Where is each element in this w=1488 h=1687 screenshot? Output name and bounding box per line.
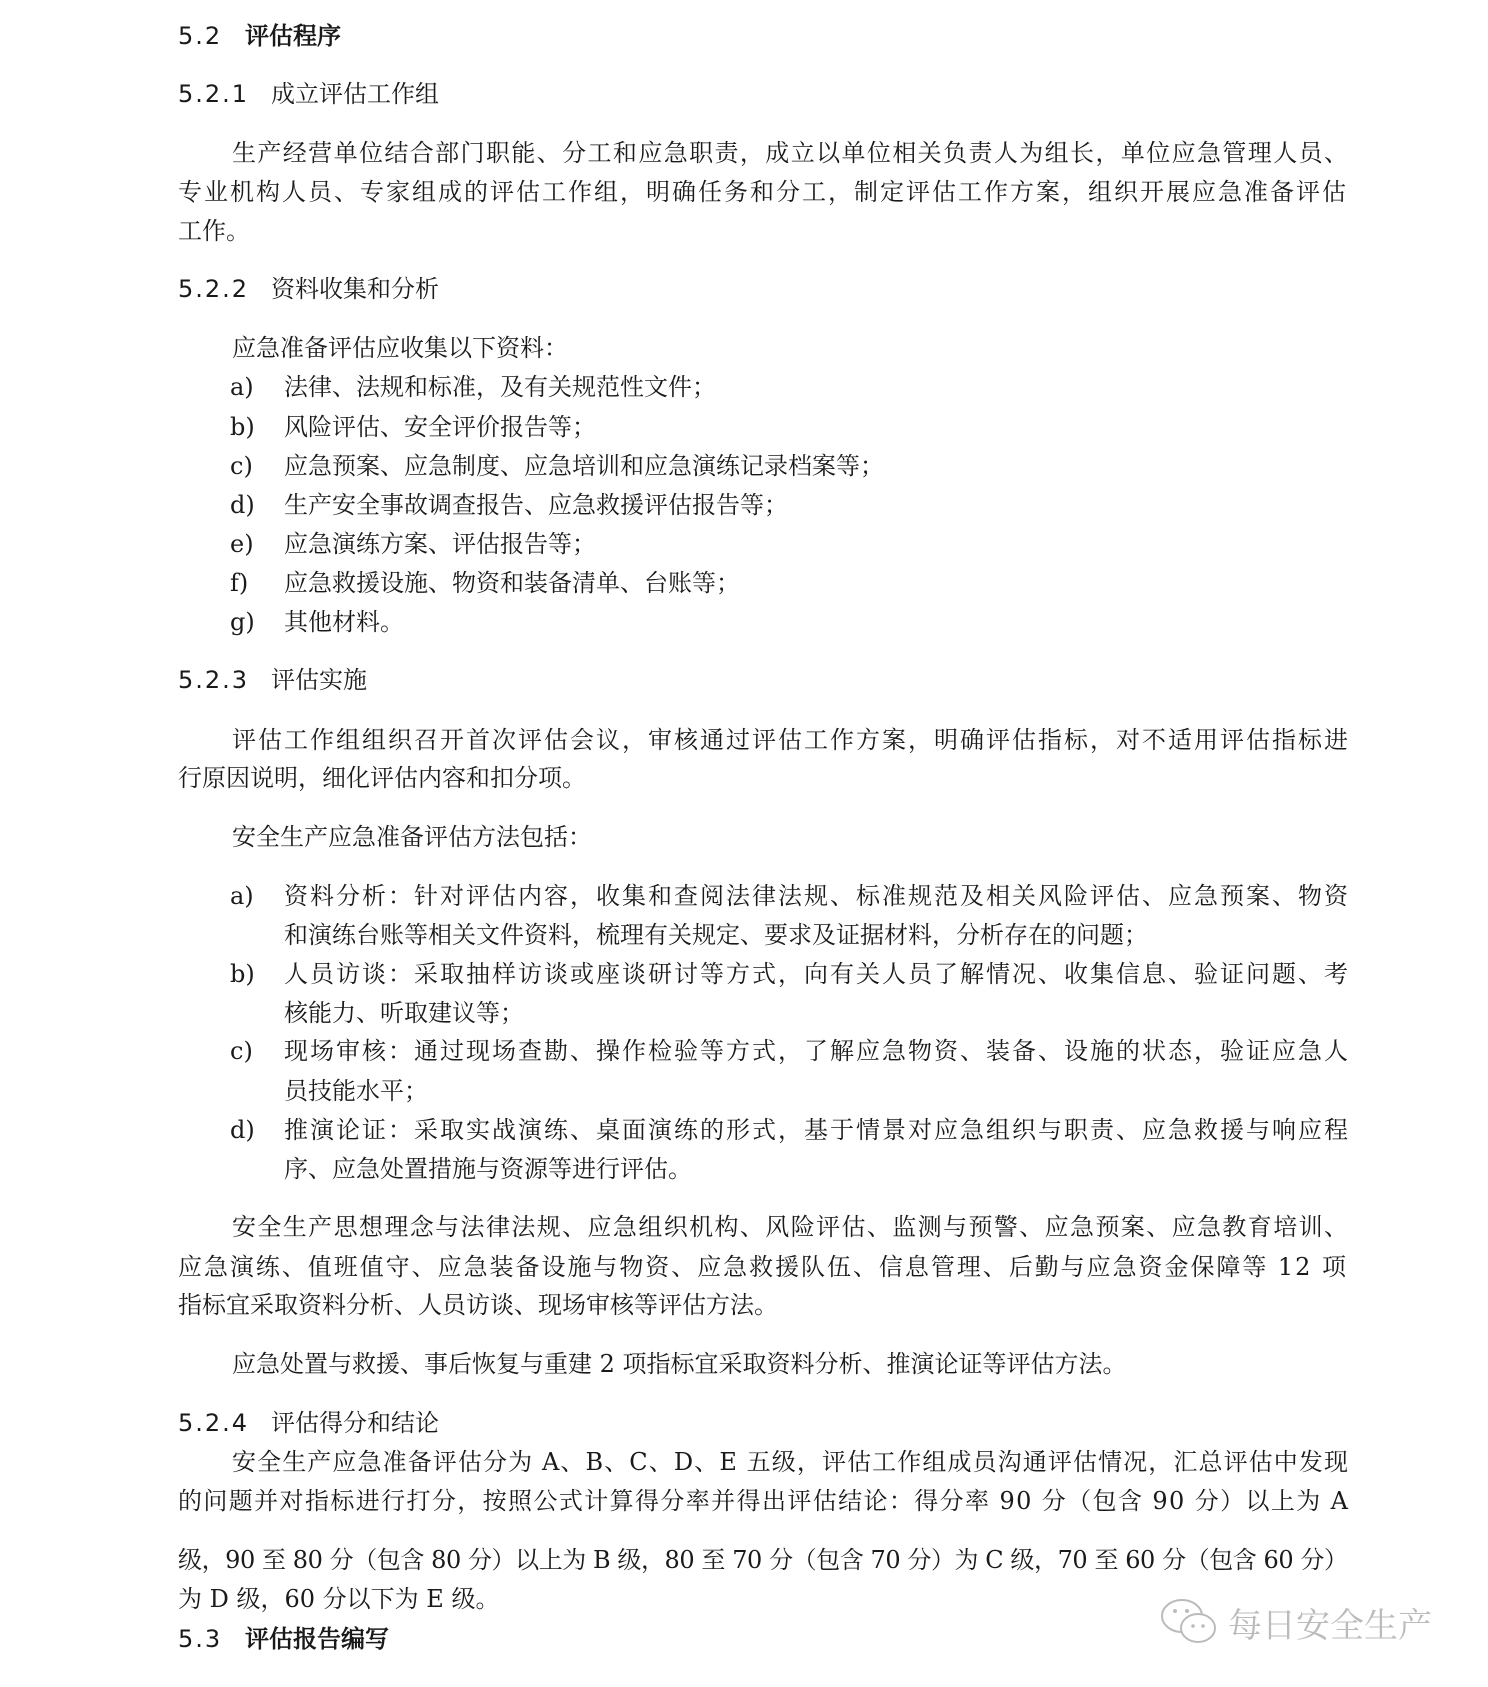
list-item-line: 应急演练方案、评估报告等； <box>284 530 596 558</box>
section-number: 5.2.3 <box>178 666 250 694</box>
paragraph-line: 为 D 级，60 分以下为 E 级。 <box>178 1585 500 1613</box>
watermark <box>1158 1596 1432 1648</box>
paragraph-line: 指标宜采取资料分析、人员访谈、现场审核等评估方法。 <box>178 1291 778 1319</box>
list-item-line: 和演练台账等相关文件资料，梳理有关规定、要求及证据材料，分析存在的问题； <box>284 921 1148 949</box>
list-label: d) <box>230 1116 255 1144</box>
paragraph-line: 行原因说明，细化评估内容和扣分项。 <box>178 764 586 792</box>
paragraph-line: 应急准备评估应收集以下资料： <box>232 334 568 362</box>
paragraph-line: 应急演练、值班值守、应急装备设施与物资、应急救援队伍、信息管理、后勤与应急资金保障等 12 项 <box>178 1253 1348 1281</box>
list-item-line: 序、应急处置措施与资源等进行评估。 <box>284 1155 692 1183</box>
list-item-line: 员技能水平； <box>284 1077 428 1105</box>
section-heading: 评估得分和结论 <box>271 1409 439 1437</box>
list-item-line: 风险评估、安全评价报告等； <box>284 413 596 441</box>
paragraph-line: 安全生产应急准备评估方法包括： <box>232 823 592 851</box>
list-label: b) <box>230 960 255 988</box>
section-heading: 评估实施 <box>271 666 367 694</box>
list-item-line: 核能力、听取建议等； <box>284 999 524 1027</box>
list-item-line: 应急救援设施、物资和装备清单、台账等； <box>284 569 740 597</box>
paragraph-line: 专业机构人员、专家组成的评估工作组，明确任务和分工，制定评估工作方案，组织开展应急准备评估 <box>178 178 1348 206</box>
section-heading: 资料收集和分析 <box>271 275 439 303</box>
section-heading: 评估报告编写 <box>245 1625 389 1653</box>
list-label: g) <box>230 608 255 636</box>
wechat-icon <box>1158 1596 1220 1648</box>
section-heading: 成立评估工作组 <box>271 80 439 108</box>
section-number: 5.2.1 <box>178 80 250 108</box>
list-item-line: 资料分析：针对评估内容，收集和查阅法律法规、标准规范及相关风险评估、应急预案、物资 <box>284 882 1350 910</box>
section-number: 5.2 <box>178 22 223 50</box>
paragraph-line: 级，90 至 80 分（包含 80 分）以上为 B 级，80 至 70 分（包含 70 分）为 C 级，70 至 60 分（包含 60 分） <box>178 1546 1348 1574</box>
paragraph-line: 安全生产思想理念与法律法规、应急组织机构、风险评估、监测与预警、应急预案、应急教育培训、 <box>232 1213 1350 1241</box>
list-item-line: 推演论证：采取实战演练、桌面演练的形式，基于情景对应急组织与职责、应急救援与响应程 <box>284 1116 1350 1144</box>
paragraph-line: 应急处置与救援、事后恢复与重建 2 项指标宜采取资料分析、推演论证等评估方法。 <box>232 1350 1127 1378</box>
section-heading: 评估程序 <box>245 22 341 50</box>
list-item-line: 现场审核：通过现场查勘、操作检验等方式，了解应急物资、装备、设施的状态，验证应急人 <box>284 1037 1350 1065</box>
paragraph-line: 评估工作组组织召开首次评估会议，审核通过评估工作方案，明确评估指标，对不适用评估指标进 <box>232 726 1350 754</box>
paragraph-line: 工作。 <box>178 217 250 245</box>
section-number: 5.2.4 <box>178 1409 250 1437</box>
section-number: 5.2.2 <box>178 275 250 303</box>
list-label: c) <box>230 1037 253 1065</box>
list-label: f) <box>230 569 249 597</box>
section-number: 5.3 <box>178 1625 223 1653</box>
watermark-text: 每日安全生产 <box>1228 1605 1432 1646</box>
paragraph-line: 安全生产应急准备评估分为 A、B、C、D、E 五级，评估工作组成员沟通评估情况，汇总评估中发现 <box>232 1448 1350 1476</box>
list-item-line: 其他材料。 <box>284 608 404 636</box>
list-label: d) <box>230 491 255 519</box>
paragraph-line: 生产经营单位结合部门职能、分工和应急职责，成立以单位相关负责人为组长，单位应急管理人员、 <box>232 139 1350 167</box>
paragraph-line: 的问题并对指标进行打分，按照公式计算得分率并得出评估结论：得分率 90 分（包含 90 分）以上为 A <box>178 1487 1350 1515</box>
list-label: e) <box>230 530 254 558</box>
list-label: c) <box>230 452 253 480</box>
list-item-line: 生产安全事故调查报告、应急救援评估报告等； <box>284 491 788 519</box>
list-label: a) <box>230 882 254 910</box>
list-item-line: 人员访谈：采取抽样访谈或座谈研讨等方式，向有关人员了解情况、收集信息、验证问题、考 <box>284 960 1350 988</box>
list-label: b) <box>230 413 255 441</box>
list-label: a) <box>230 373 254 401</box>
list-item-line: 法律、法规和标准，及有关规范性文件； <box>284 373 716 401</box>
list-item-line: 应急预案、应急制度、应急培训和应急演练记录档案等； <box>284 452 884 480</box>
